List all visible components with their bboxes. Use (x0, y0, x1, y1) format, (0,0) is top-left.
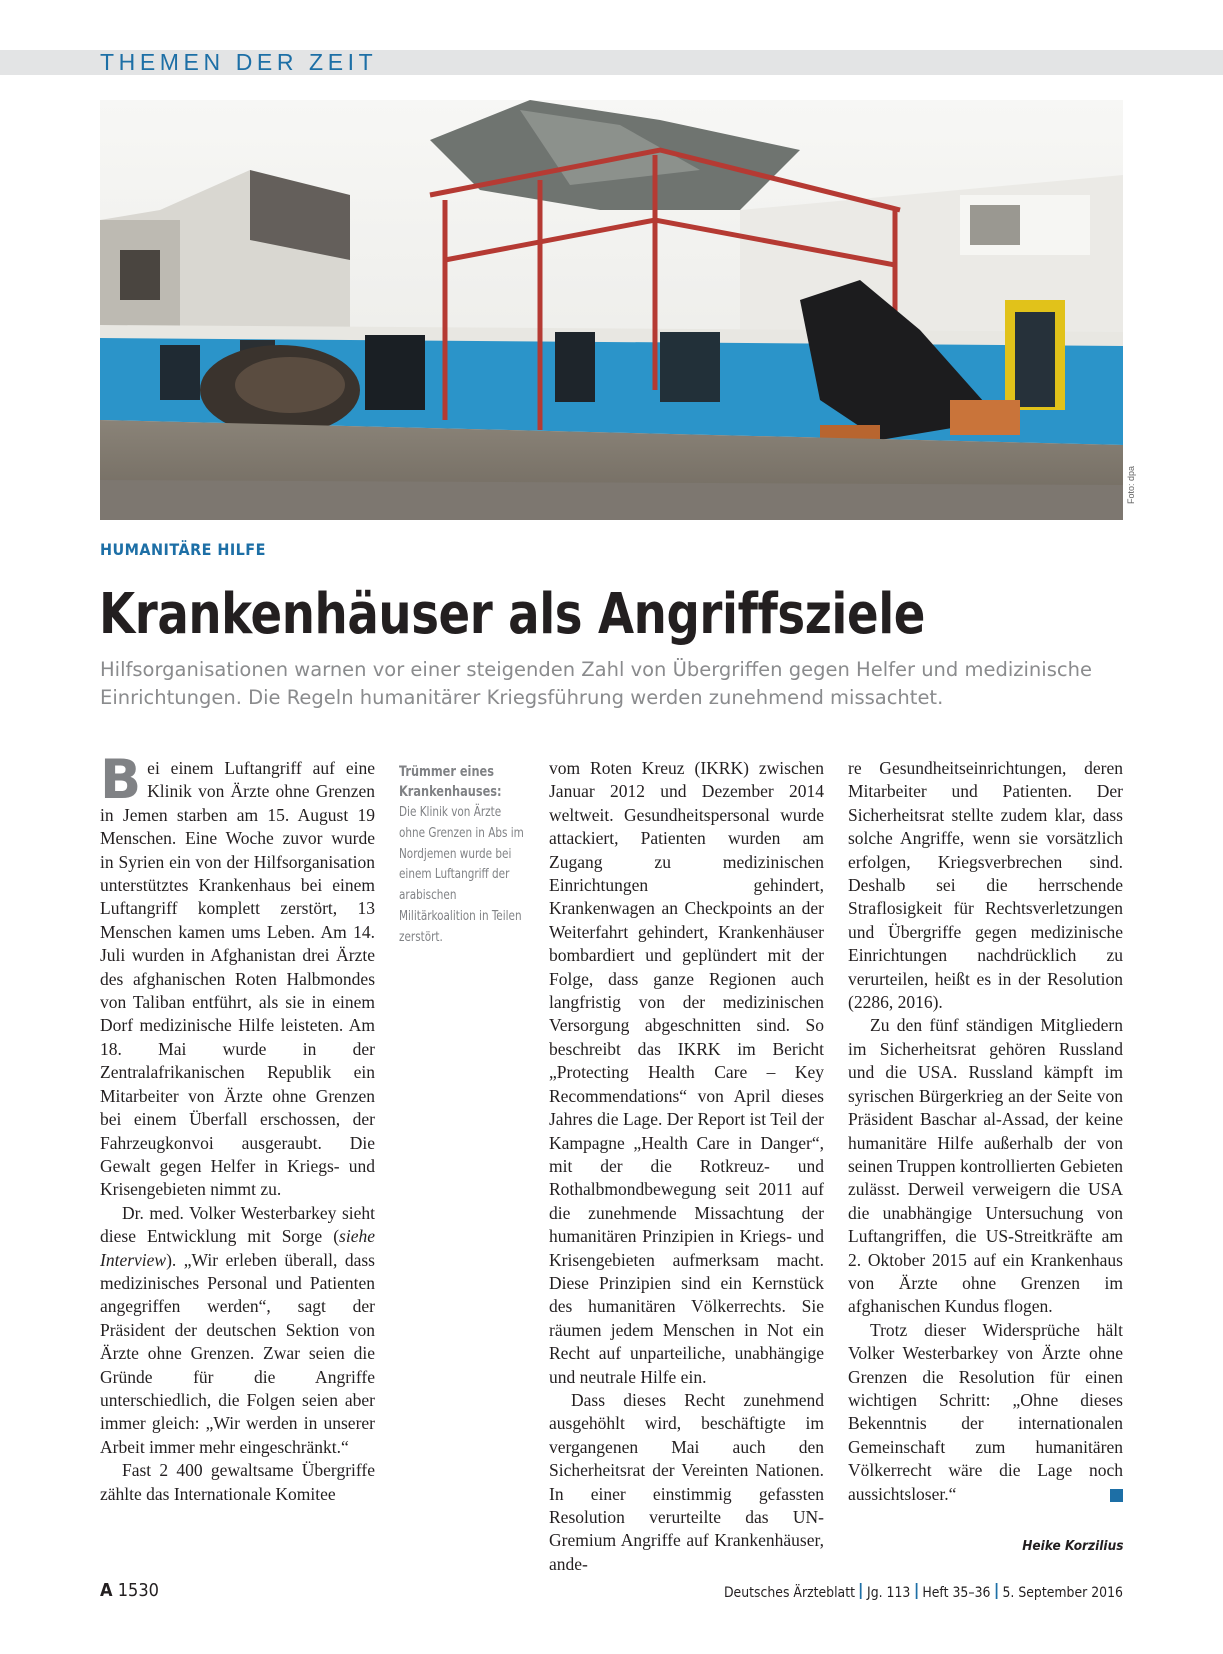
photo-credit: Foto: dpa (1126, 465, 1136, 504)
journal-name: Deutsches Ärzteblatt (723, 1585, 856, 1601)
section-title: THEMEN DER ZEIT (100, 49, 378, 75)
separator (916, 1583, 918, 1599)
article-headline: Krankenhäuser als Angriffsziele (99, 582, 926, 647)
article-photo (100, 100, 1123, 520)
caption-text: Die Klinik von Ärzte ohne Grenzen in Abs im Nordjemen wurde bei einem Luftangriff der arabischen Militärkoalition in Teilen zerstört. (399, 804, 524, 945)
separator (996, 1583, 998, 1599)
photo-caption (399, 762, 529, 948)
separator (860, 1583, 862, 1599)
paragraph: vom Roten Kreuz (IKRK) zwischen Januar 2012 und Dezember 2014 weltweit. Gesundheitspersonal wurde attackiert, Patienten wurden am Zugang zu medizinischen Einrichtungen gehindert, Krankenwagen an Checkpoints an der Weiterfahrt gehindert, Krankenhäuser bombardiert und geplündert mit der Folge, dass ganze Regionen auch langfristig von der medizinischen Versorgung abgeschnitten sind. So beschreibt das IKRK im Bericht „Protecting Health Care – Key Recommendations“ von April dieses Jahres die Lage. Der Report ist Teil der Kampagne „Health Care in Danger“, mit der die Rotkreuz- und Rothalbmondbewegung seit 2011 auf die zunehmende Missachtung der humanitären Prinzipien in Kriegs- und Krisengebieten aufmerksam macht. Diese Prinzipien sind ein Kernstück des humanitären Völkerrechts. Sie räumen jedem Menschen in Not ein Recht auf unparteiliche, unabhängige und neutrale Hilfe ein. (549, 758, 824, 1387)
paragraph: Fast 2 400 gewaltsame Übergriffe zählte das Internationale Komitee (100, 1460, 375, 1504)
footer-citation (724, 1583, 1123, 1601)
paragraph: Dass dieses Recht zunehmend ausgehöhlt wird, beschäftigte im vergangenen Mai auch den Sicherheitsrat der Vereinten Nationen. In einer einstimmig gefassten Resolution verurteilte das UN-Gremium Angriffe auf Krankenhäuser, ande- (549, 1389, 824, 1574)
paragraph: Trotz dieser Widersprüche hält Volker Westerbarkey von Ärzte ohne Grenzen die Resolution für einen wichtigen Schritt: „Ohne dieses Bekenntnis der internationalen Gemeinschaft zum humanitären Völkerrecht wäre die Lage noch aussichtsloser.“ (848, 1319, 1123, 1504)
paragraph: re Gesundheitseinrichtungen, deren Mitarbeiter und Patienten. Der Sicherheitsrat stellte zudem klar, dass solche Angriffe, wenn sie vorsätzlich erfolgen, Kriegsverbrechen sind. Deshalb sei die herrschende Straflosigkeit für Rechtsverletzungen und Übergriffe gegen medizinische Einrichtungen nachdrücklich zu verurteilen, heißt es in der Resolution (2286, 2016). (848, 758, 1123, 1013)
end-mark-icon (1110, 1489, 1123, 1502)
journal-date: 5. September 2016 (1002, 1585, 1123, 1601)
paragraph: Zu den fünf ständigen Mitgliedern im Sicherheitsrat gehören Russland und die USA. Russland kämpft im syrischen Bürgerkrieg an der Seite von Präsident Baschar al-Assad, der keine humanitäre Hilfe außerhalb der von seinen Truppen kontrollierten Gebieten zulässt. Derweil verweigern die USA die unabhängige Untersuchung von Luftangriffen, die US-Streitkräfte am 2. Oktober 2015 auf ein Krankenhaus von Ärzte ohne Grenzen im afghanischen Kundus flogen. (848, 1015, 1123, 1317)
journal-issue: Heft 35–36 (922, 1585, 991, 1601)
article-kicker: HUMANITÄRE HILFE (100, 540, 266, 559)
caption-title: Trümmer eines Krankenhauses: (399, 764, 502, 800)
drop-cap: B (100, 748, 142, 811)
article-column-1 (100, 748, 375, 1506)
article-author: Heike Korzilius (1021, 1538, 1123, 1554)
paragraph: Dr. med. Volker Westerbarkey sieht diese Entwicklung mit Sorge (siehe Interview). „Wir erleben überall, dass medizinisches Personal und Patienten angegriffen werden“, sagt der Präsident der deutschen Sektion von Ärzte ohne Grenzen. Zwar seien die Gründe für die Angriffe unterschiedlich, die Folgen seien aber immer gleich: „Wir werden in unserer Arbeit immer mehr eingeschränkt.“ (100, 1202, 375, 1457)
paragraph: Bei einem Luftangriff auf eine Klinik von Ärzte ohne Grenzen in Jemen starben am 15. August 19 Menschen. Eine Woche zuvor wurde in Syrien ein von der Hilfsorganisation unterstütztes Krankenhaus bei einem Luftangriff komplett zerstört, 13 Menschen kamen ums Leben. Am 14. Juli wurden in Afghanistan drei Ärzte des afghanischen Roten Halbmondes von Taliban entführt, als sie in einem Dorf medizinische Hilfe leisteten. Am 18. Mai wurde in der Zentralafrikanischen Republik ein Mitarbeiter von Ärzte ohne Grenzen bei einem Überfall erschossen, der Fahrzeugkonvoi ausgeraubt. Die Gewalt gegen Helfer in Kriegs- und Krisengebieten nimmt zu. (100, 748, 375, 1200)
article-lead: Hilfsorganisationen warnen vor einer steigenden Zahl von Übergriffen gegen Helfer und medizinische Einrichtungen. Die Regeln humanitärer Kriegsführung werden zunehmend missachtet. (100, 658, 1092, 709)
journal-volume: Jg. 113 (867, 1585, 911, 1601)
page-number: A 1530 (100, 1580, 159, 1601)
article-column-3 (549, 757, 824, 1576)
article-column-4 (848, 757, 1123, 1506)
cross-reference: siehe Interview (100, 1226, 375, 1270)
